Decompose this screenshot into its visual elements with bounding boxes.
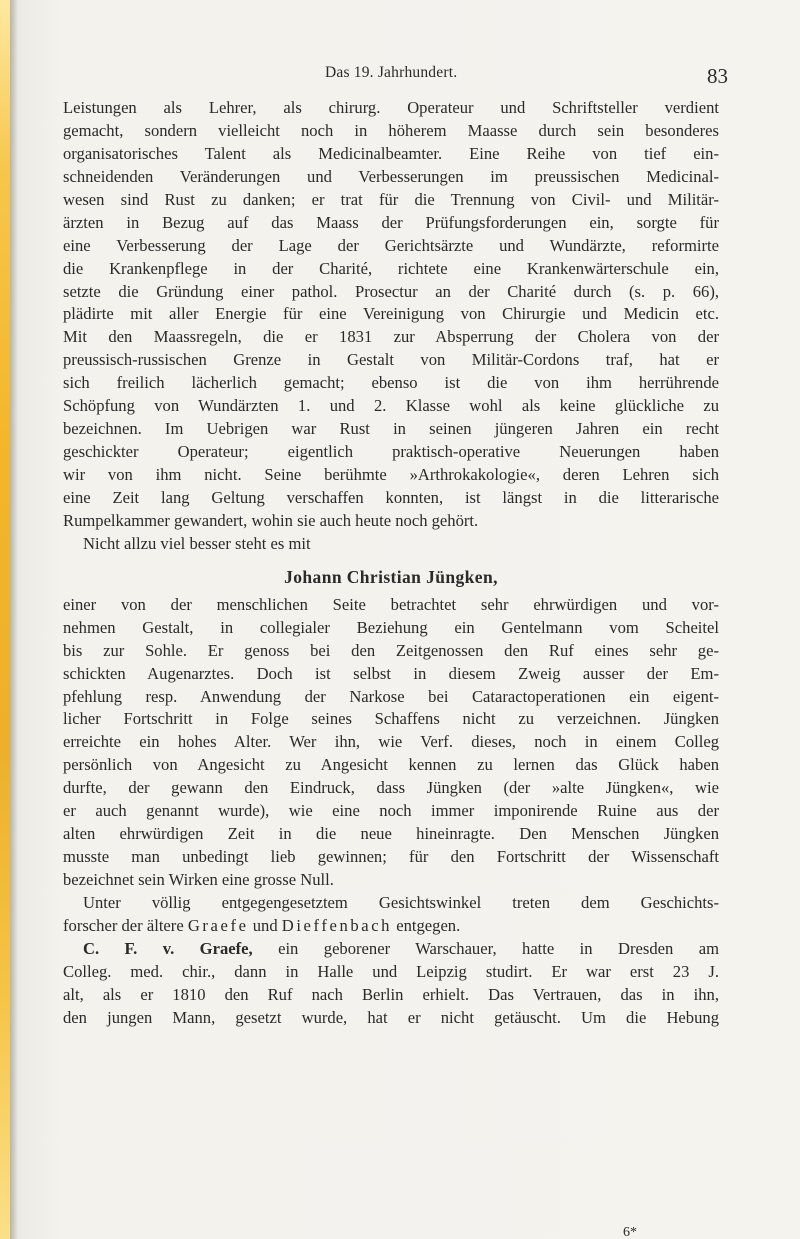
text-line: er auch genannt wurde), wie eine noch immer imponirende Ruine aus der bbox=[63, 801, 719, 821]
text-line: die Krankenpflege in der Charité, richtete eine Krankenwärterschule ein, bbox=[63, 258, 719, 278]
text-line bbox=[63, 915, 719, 938]
text-line: preussisch-russischen Grenze in Gestalt von Militär-Cordons traf, hat er bbox=[63, 350, 719, 370]
paragraph-graefe-dieffenbach bbox=[63, 892, 719, 938]
text-fragment: und bbox=[248, 915, 282, 935]
text-line: schneidenden Veränderungen und Verbesserungen im preussischen Medicinal- bbox=[63, 166, 719, 186]
page-header bbox=[0, 60, 800, 90]
text-line: Colleg. med. chir., dann in Halle und Leipzig studirt. Er war erst 23 J. bbox=[63, 961, 719, 981]
paragraph-graefe bbox=[63, 938, 719, 1030]
text-line: pfehlung resp. Anwendung der Narkose bei Cataractoperationen ein eigent- bbox=[63, 686, 719, 706]
paragraph-juengken bbox=[63, 594, 719, 892]
text-line: setzte die Gründung einer pathol. Prosectur an der Charité durch (s. p. 66), bbox=[63, 281, 719, 301]
text-line: alten ehrwürdigen Zeit in die neue hineinragte. Den Menschen Jüngken bbox=[63, 824, 719, 844]
text-line: Schöpfung von Wundärzten 1. und 2. Klasse wohl als keine glückliche zu bbox=[63, 396, 719, 416]
text-line: erreichte ein hohes Alter. Wer ihn, wie Verf. dieses, noch in einem Colleg bbox=[63, 732, 719, 752]
page-number: 83 bbox=[707, 64, 728, 88]
paragraph-transition bbox=[63, 533, 719, 556]
running-head: Das 19. Jahrhundert. bbox=[325, 64, 458, 81]
text-line bbox=[63, 938, 719, 961]
page-edge-binding bbox=[0, 0, 10, 1239]
text-line: durfte, der gewann den Eindruck, dass Jüngken (der »alte Jüngken«, wie bbox=[63, 778, 719, 798]
text-line: Nicht allzu viel besser steht es mit bbox=[83, 533, 311, 553]
text-line: alt, als er 1810 den Ruf nach Berlin erhielt. Das Vertrauen, das in ihn, bbox=[63, 984, 719, 1004]
text-line: den jungen Mann, gesetzt wurde, hat er nicht getäuscht. Um die Hebung bbox=[63, 1007, 719, 1027]
page-fold-shadow bbox=[10, 0, 18, 1239]
person-name-bold: C. F. v. Graefe, bbox=[83, 938, 253, 958]
text-line: sich freilich lächerlich gemacht; ebenso ist die von ihm herrührende bbox=[63, 373, 719, 393]
text-line: musste man unbedingt lieb gewinnen; für den Fortschritt der Wissenschaft bbox=[63, 847, 719, 867]
text-fragment: entgegen. bbox=[392, 915, 461, 935]
text-line: Unter völlig entgegengesetztem Gesichtswinkel treten dem Geschichts- bbox=[83, 892, 719, 912]
body-text bbox=[63, 97, 719, 1030]
spaced-name-dieffenbach: Dieffenbach bbox=[281, 915, 393, 935]
text-line: einer von der menschlichen Seite betrachtet sehr ehrwürdigen und vor- bbox=[63, 594, 719, 614]
text-line: plädirte mit aller Energie für eine Vereinigung von Chirurgie und Medicin etc. bbox=[63, 304, 719, 324]
text-line: Rumpelkammer gewandert, wohin sie auch heute noch gehört. bbox=[63, 510, 479, 530]
spaced-name-graefe: Graefe bbox=[187, 915, 249, 935]
text-line: bezeichnet sein Wirken eine grosse Null. bbox=[63, 870, 334, 889]
text-line: eine Verbesserung der Lage der Gerichtsärzte und Wundärzte, reformirte bbox=[63, 235, 719, 255]
text-line: bis zur Sohle. Er genoss bei den Zeitgenossen den Ruf eines sehr ge- bbox=[63, 640, 719, 660]
text-line: bezeichnen. Im Uebrigen war Rust in seinen jüngeren Jahren ein recht bbox=[63, 419, 719, 439]
person-heading: Johann Christian Jüngken, bbox=[284, 566, 498, 587]
text-line: eine Zeit lang Geltung verschaffen konnten, ist längst in die litterarische bbox=[63, 487, 719, 507]
text-line: nehmen Gestalt, in collegialer Beziehung ein Gentelmann vom Scheitel bbox=[63, 617, 719, 637]
text-line: wir von ihm nicht. Seine berühmte »Arthrokakologie«, deren Lehren sich bbox=[63, 465, 719, 484]
signature-mark: 6* bbox=[623, 1226, 637, 1239]
text-line: organisatorisches Talent als Medicinalbeamter. Eine Reihe von tief ein- bbox=[63, 143, 719, 163]
text-line: Leistungen als Lehrer, als chirurg. Operateur und Schriftsteller verdient bbox=[63, 98, 719, 117]
text-line: persönlich von Angesicht zu Angesicht kennen zu lernen das Glück haben bbox=[63, 755, 719, 775]
text-line: ärzten in Bezug auf das Maass der Prüfungsforderungen ein, sorgte für bbox=[63, 212, 719, 232]
text-line: wesen sind Rust zu danken; er trat für die Trennung von Civil- und Militär- bbox=[63, 189, 719, 209]
text-line: licher Fortschritt in Folge seines Schaffens nicht zu verzeichnen. Jüngken bbox=[63, 709, 719, 729]
text-line: Mit den Maassregeln, die er 1831 zur Absperrung der Cholera von der bbox=[63, 327, 719, 347]
text-line: gemacht, sondern vielleicht noch in höherem Maasse durch sein besonderes bbox=[63, 120, 719, 140]
paragraph-rust bbox=[63, 97, 719, 533]
text-fragment: ein geborener Warschauer, hatte in Dresden am bbox=[252, 938, 719, 958]
text-fragment: forscher der ältere bbox=[63, 915, 188, 935]
section-heading-juengken bbox=[63, 556, 719, 594]
text-line: schickten Augenarztes. Doch ist selbst in diesem Zweig ausser der Em- bbox=[63, 663, 719, 683]
text-line: geschickter Operateur; eigentlich praktisch-operative Neuerungen haben bbox=[63, 442, 719, 462]
